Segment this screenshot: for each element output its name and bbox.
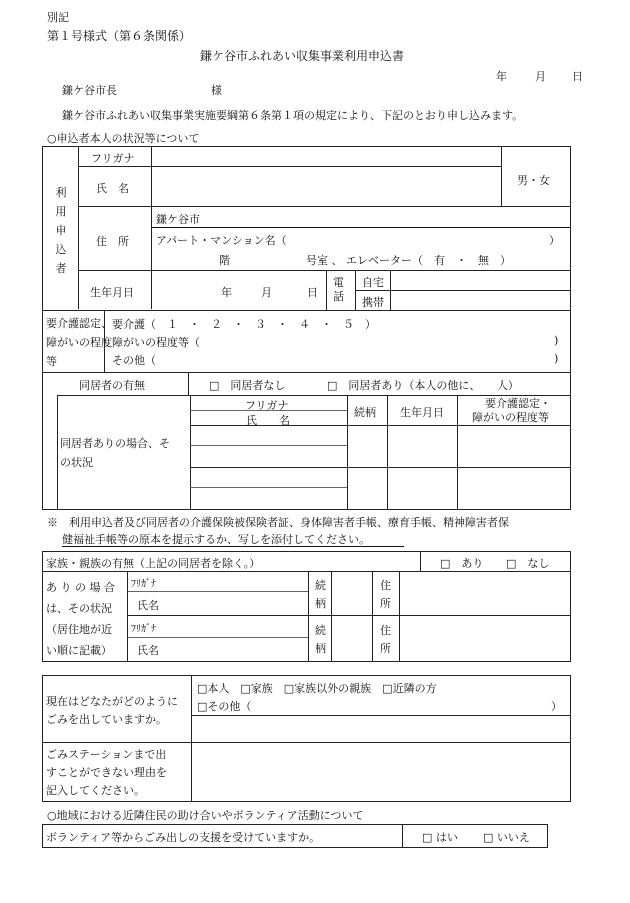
cohabitant-dob-header: 生年月日 <box>400 406 444 419</box>
family-label: 家族・親族の有無（上記の同居者を除く。） <box>46 557 261 570</box>
cohabitant-relation-header: 続柄 <box>354 406 376 419</box>
family-1-furigana-label: ﾌﾘｶﾞﾅ <box>131 579 156 590</box>
form-number: 第１号様式（第６条関係） <box>47 29 192 43</box>
room-elevator-field[interactable]: 号室 、 エレベーター（ 有 ・ 無 ） <box>306 254 511 267</box>
volunteer-no-checkbox[interactable]: □ いいえ <box>483 831 530 844</box>
family-status-label: あ り の 場 合 は、その状況 （居住地が近 い順に記載） <box>46 581 115 657</box>
care-level-selector[interactable]: 要介護（ １ ・ ２ ・ ３ ・ ４ ・ ５ ） <box>112 318 376 331</box>
mobile-phone-label: 携帯 <box>362 296 384 309</box>
disposal-question-label: 現在はどなたがどのように ごみを出していますか。 <box>46 695 178 726</box>
care-label: 要介護認定、 障がいの程度 等 <box>46 317 112 368</box>
address-city: 鎌ケ谷市 <box>156 213 200 226</box>
disability-close-paren: ) <box>554 334 559 347</box>
disability-level-field[interactable]: 障がいの程度等（ <box>112 336 200 349</box>
family-2-relation-label: 続 柄 <box>315 624 326 655</box>
name-field[interactable] <box>154 168 500 205</box>
family-2-furigana-label: ﾌﾘｶﾞﾅ <box>131 624 156 635</box>
family-1-relation-label: 続 柄 <box>315 579 326 610</box>
date-month-label: 月 <box>535 70 546 83</box>
note-line-1: ※ 利用申込者及び同居者の介護保険被保険者証、身体障害者手帳、療育手帳、精神障害者保 <box>47 516 509 529</box>
cohabitant-furigana-header: フリガナ <box>245 399 289 412</box>
floor-label: 階 <box>219 254 230 267</box>
dob-day-label: 日 <box>307 286 318 299</box>
disposal-other-close-paren: ） <box>551 700 562 713</box>
reason-label: ごみステーションまで出 すことができない理由を 記入してください。 <box>46 748 167 797</box>
intro-text: 鎌ケ谷市ふれあい収集事業実施要綱第６条第１項の規定により、下記のとおり申し込みます。 <box>62 109 524 122</box>
volunteer-section-heading: ○地域における近隣住民の助け合いやボランティア活動について <box>47 809 364 822</box>
family-2-name-label: 氏名 <box>137 644 159 657</box>
mobile-phone-field[interactable] <box>392 291 569 309</box>
cohabitant-yes-checkbox[interactable]: □ 同居者あり（本人の他に、 人） <box>327 379 519 392</box>
date-year-label: 年 <box>496 70 507 83</box>
addressee: 鎌ケ谷市長 <box>62 84 117 97</box>
cohabitant-none-checkbox[interactable]: □ 同居者なし <box>209 379 286 392</box>
page-title: 鎌ケ谷市ふれあい収集事業利用申込書 <box>200 49 405 63</box>
reason-field[interactable] <box>193 744 568 799</box>
furigana-field[interactable] <box>154 148 500 165</box>
honorific: 様 <box>211 84 222 97</box>
applicant-section-heading: ○申込者本人の状況等について <box>47 132 200 145</box>
cohabitant-label: 同居者の有無 <box>79 379 145 392</box>
care-other-close-paren: ) <box>554 352 559 365</box>
apartment-close-paren: ） <box>549 234 560 247</box>
family-yes-checkbox[interactable]: □ あり <box>440 557 484 570</box>
name-label: 氏 名 <box>96 182 129 195</box>
home-phone-field[interactable] <box>392 271 569 289</box>
gender-selector[interactable]: 男・女 <box>517 174 550 187</box>
dob-year-label: 年 <box>221 286 232 299</box>
phone-label: 電 話 <box>333 276 344 303</box>
volunteer-question: ボランティア等からごみ出しの支援を受けていますか。 <box>46 831 321 844</box>
volunteer-yes-checkbox[interactable]: □ はい <box>422 831 458 844</box>
applicant-side-label: 利 用 申 込 者 <box>55 186 67 275</box>
family-2-address-label: 住 所 <box>380 624 391 655</box>
appendix-label: 別記 <box>47 11 69 24</box>
care-other-field[interactable]: その他（ <box>112 354 156 367</box>
note-line-2: 健福祉手帳等の原本を提示するか、写しを添付してください。 <box>62 533 370 546</box>
family-no-checkbox[interactable]: □ なし <box>506 557 550 570</box>
disposal-other-field[interactable]: □その他（ <box>197 700 252 713</box>
dob-label: 生年月日 <box>90 286 134 299</box>
home-phone-label: 自宅 <box>362 276 384 289</box>
dob-month-label: 月 <box>261 286 272 299</box>
cohabitant-name-header: 氏 名 <box>246 414 290 427</box>
address-label: 住 所 <box>96 235 129 248</box>
family-1-address-label: 住 所 <box>380 579 391 610</box>
furigana-label: フリガナ <box>91 152 135 165</box>
cohabitant-status-label: 同居者ありの場合、そ の状況 <box>60 437 170 469</box>
apartment-name-field[interactable]: アパート・マンション名（ <box>156 234 287 247</box>
family-1-name-label: 氏名 <box>137 599 159 612</box>
date-day-label: 日 <box>572 70 583 83</box>
cohabitant-care-header: 要介護認定・ 障がいの程度等 <box>472 397 551 424</box>
disposal-who-checkboxes[interactable]: □本人 □家族 □家族以外の親族 □近隣の方 <box>197 682 437 695</box>
